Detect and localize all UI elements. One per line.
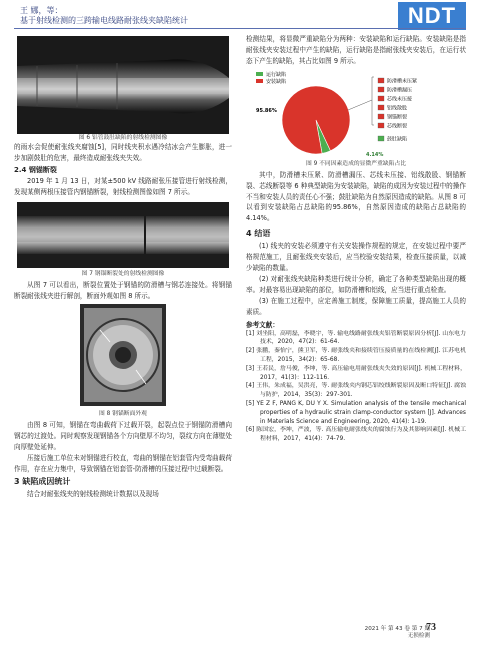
page-number: 73 <box>426 622 436 633</box>
reference-item: [6] 陈国宏，李坤，严波，等. 高压输电耐张线夹的腐蚀行为及其影响因素[J]. 机械工程材料，2017，41(4)：74-79. <box>246 427 466 443</box>
left-column <box>14 34 232 500</box>
pie-slice-label-install: 95.86% <box>256 107 277 114</box>
header-divider <box>14 28 466 29</box>
references-list <box>246 330 466 444</box>
breakdown-legend-label: 芯线未压接 <box>387 96 413 103</box>
reference-item: [1] 刘坐阳，高明磊，李晓宇，等. 输电线路耐张线夹铝管断裂原因分析[J]. 山东电力技术，2020，47(2)：61-64. <box>246 330 466 346</box>
legend-swatch-install <box>256 79 263 83</box>
figure-6-radiograph <box>17 36 229 134</box>
pie-slice-label-running: 4.14% <box>366 151 384 158</box>
paragraph: 的雨水会促使耐张线夹腐蚀[5]，同时线夹积水遇冷结冰会产生膨胀，进一步加剧鼓肚的危害，最终造成耐张线夹失效。 <box>14 143 232 162</box>
right-column <box>246 34 466 444</box>
breakdown-legend-swatch <box>378 114 384 119</box>
running-header-title: 基于射线检测的三跨输电线路耐张线夹缺陷统计 <box>20 16 188 25</box>
figure-6-caption: 图 6 铝管鼓肚缺陷的射线检测图像 <box>78 135 168 141</box>
footer-issue: 2021 年 第 43 卷 第 7 期 <box>364 626 430 632</box>
figure-7 <box>14 202 232 280</box>
reference-item: [3] 王若民，詹马俊，李坤，等. 高压输电用耐张线夹失效的原因[J]. 机械工程材料，2017，41(3)：112-116. <box>246 365 466 381</box>
figure-8-caption: 图 8 钢锚断面外观 <box>99 411 147 418</box>
references-title: 参考文献： <box>246 320 279 329</box>
reference-item: [2] 张鹏，秦怡宁，熊卫军，等. 耐张线夹和接续管压接质量的在线检测[J]. 江苏电机工程，2015，34(2)：65-68. <box>246 348 466 363</box>
legend-bracket <box>372 77 374 125</box>
pie-chart <box>254 70 454 158</box>
breakdown-legend-label: 防滑槽未压紧 <box>387 78 418 85</box>
paragraph: 压接后施工单位未对钢锚进行校直，弯曲的钢锚在铝套管内受弯曲载荷作用，存在应力集中，导致钢锚在铝套管-防滑槽的压接过程中过载断裂。 <box>14 454 232 474</box>
breakdown-legend-label: 铝线散股 <box>387 105 408 112</box>
breakdown-legend-label: 钢锚断裂 <box>387 114 408 121</box>
breakdown-legend-label: 芯线断裂 <box>387 123 408 130</box>
paragraph: 由图 8 可知，钢锚在弯曲载荷下过载开裂，起裂点位于钢锚防滑槽向钢芯的过渡处。同时观察发现钢锚各个方向壁厚不均匀，裂纹方向在薄壁处向厚壁处延伸。 <box>14 421 232 452</box>
figure-6 <box>14 34 232 142</box>
paragraph: 从图 7 可以看出，断裂位置处于钢锚的防滑槽与钢芯连接处。将钢锚断裂耐张线夹进行解剖，断面外观如图 8 所示。 <box>14 280 232 300</box>
paragraph: 检测结果，将显微严重缺陷分为两种：安装缺陷和运行缺陷。安装缺陷是指耐张线夹安装过程中产生的缺陷，运行缺陷是指耐张线夹安装后，在运行状态下产生的缺陷，其占比如图 9 所示。 <box>246 35 466 65</box>
breakdown-legend-swatch <box>378 96 384 101</box>
footer-info <box>365 626 430 640</box>
paragraph: (3) 在施工过程中，应定善施工制度，保障施工质量，提高施工人员的素质。 <box>246 296 466 316</box>
legend-label-running: 运行缺陷 <box>266 71 287 78</box>
breakdown-legend-swatch <box>378 123 384 128</box>
figure-9 <box>246 70 466 170</box>
paragraph: 其中，防滑槽未压紧、防滑槽漏压、芯线未压接、铝线散股、钢锚断裂、芯线断裂等 6 种典型缺陷为安装缺陷，缺陷的成因为安装过程中的操作不当和安装人员的责任心不强；鼓肚缺陷为自然原因造成的缺陷。从图 8 可以看到安装缺陷占总缺陷的95.86%，自然原因造成的缺陷占总缺陷的 4.14%。 <box>246 170 466 223</box>
figure-7-radiograph <box>17 202 229 268</box>
running-header-author: 王 娜，等： <box>20 6 63 15</box>
reference-item: [5] YE Z F, PANG K, DU Y X. Simulation analysis of the tensile mechanical properties of a hydraulic strain clamp-conductor system [J]. Advances in Materials Science and Engineering, 2020, 41(4): 1-19. <box>246 400 466 425</box>
paragraph: (1) 线夹的安装必须遵守有关安装操作规程的规定，在安装过程中要严格规范施工，且耐张线夹安装后，应当校验安装结果，检查压接质量，以减少缺陷的数量。 <box>246 242 466 273</box>
breakdown-legend-swatch <box>378 105 384 110</box>
paragraph: 2019 年 1 月 13 日，对某±500 kV 线路耐张压接管进行射线检测，发现某侧两根压接管内钢锚断裂，射线检测图像如图 7 所示。 <box>14 176 232 196</box>
breakdown-legend-swatch <box>378 78 384 83</box>
section-heading-4: 4 结语 <box>246 229 271 239</box>
breakdown-legend-label: 防滑槽漏压 <box>387 87 413 94</box>
section-heading-2-4: 2.4 钢锚断裂 <box>14 165 57 174</box>
figure-9-caption: 图 9 不同因素造成的显微严重缺陷占比 <box>305 160 407 167</box>
pie-slice-install <box>282 86 350 154</box>
footer-journal: 无损检测 <box>407 633 430 639</box>
legend-swatch-running <box>256 72 263 76</box>
paragraph: (2) 对耐张线夹缺陷种类进行统计分析，确定了各种类型缺陷出现的概率。对最容易出现缺陷的部位，如防滑槽和铝线，应当进行重点检查。 <box>246 274 466 294</box>
breakdown-legend-swatch <box>378 136 384 141</box>
breakdown-legend-swatch <box>378 87 384 92</box>
breakdown-legend-label: 鼓肚缺陷 <box>387 136 408 143</box>
figure-8 <box>14 304 232 420</box>
figure-8-photo <box>80 304 166 406</box>
legend-label-install: 安装缺陷 <box>266 78 287 85</box>
figure-7-caption: 图 7 钢锚断裂处的射线检测图像 <box>81 270 165 277</box>
paragraph: 结合对耐张线夹的射线检测统计数据以及现场 <box>27 489 159 498</box>
section-heading-3: 3 缺陷成因统计 <box>14 476 71 486</box>
reference-item: [4] 王伟，朱成福，吴洪亮，等. 耐张线夹内钢芯铝绞线断裂原因及断口特征[J]. 腐蚀与防护，2014，35(3)：297-301. <box>246 383 466 399</box>
legend-connector <box>348 100 372 110</box>
ndt-logo: NDT <box>398 2 466 30</box>
